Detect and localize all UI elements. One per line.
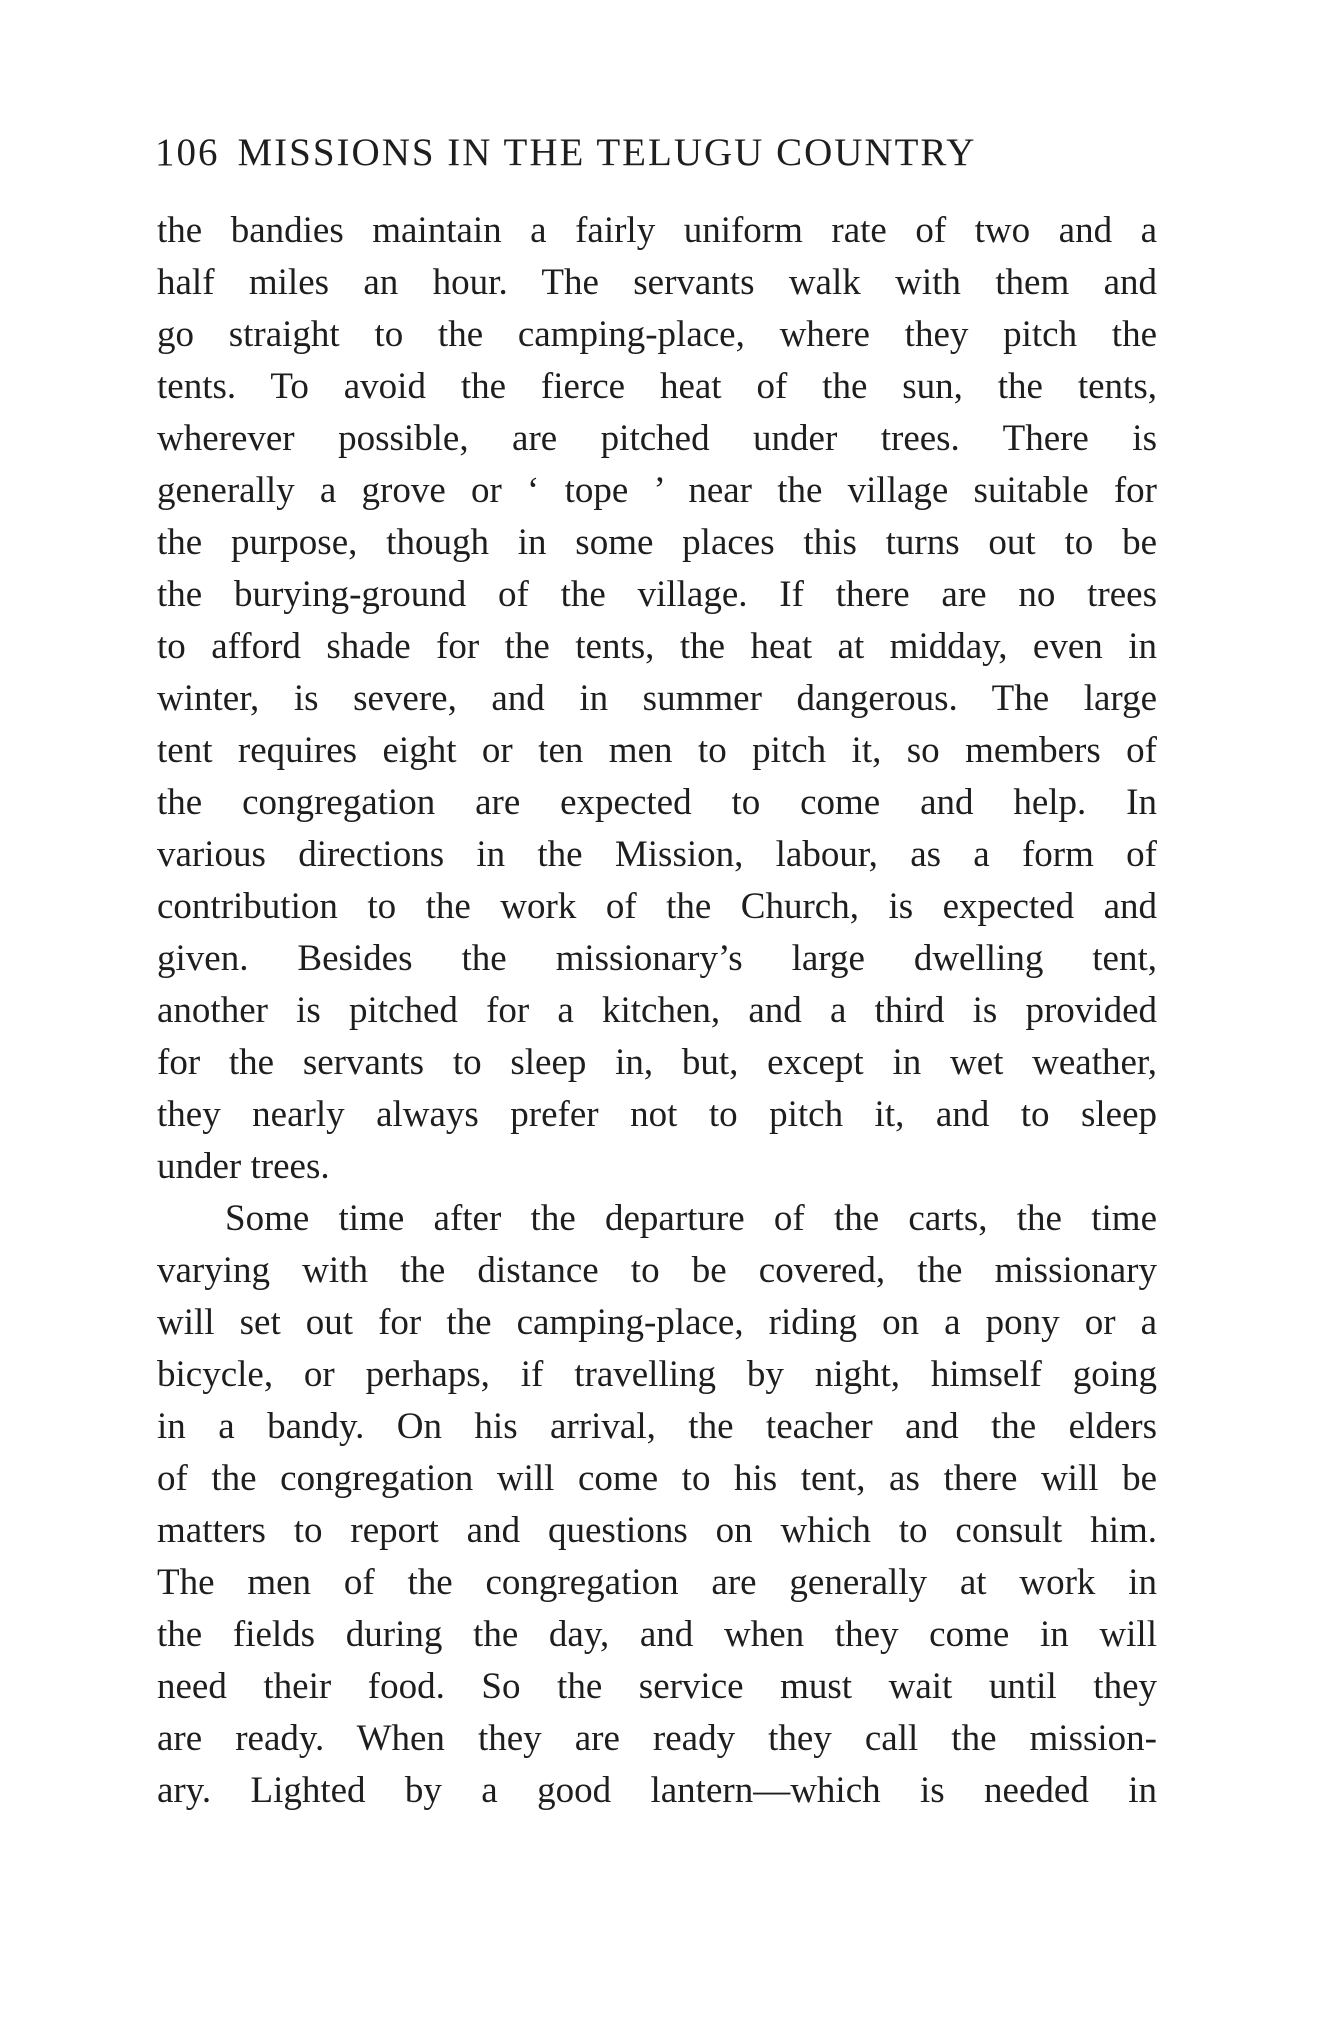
text-line: to afford shade for the tents, the heat at midday, even in [157,626,1157,667]
text-line: they nearly always prefer not to pitch it, and to sleep [157,1094,1157,1135]
running-title: MISSIONS IN THE TELUGU COUNTRY [237,131,977,174]
text-line: the fields during the day, and when they come in will [157,1614,1157,1655]
text-line: wherever possible, are pitched under trees. There is [157,418,1157,459]
text-line: the purpose, though in some places this turns out to be [157,522,1157,563]
text-line: ary. Lighted by a good lantern—which is needed in [157,1770,1157,1811]
text-line: various directions in the Mission, labour, as a form of [157,834,1157,875]
body-text [157,205,1157,1817]
text-line: are ready. When they are ready they call the mission- [157,1718,1157,1759]
text-line: in a bandy. On his arrival, the teacher and the elders [157,1406,1157,1447]
text-line: will set out for the camping-place, riding on a pony or a [157,1302,1157,1343]
text-line: half miles an hour. The servants walk with them and [157,262,1157,303]
text-line: contribution to the work of the Church, is expected and [157,886,1157,927]
text-line: another is pitched for a kitchen, and a third is provided [157,990,1157,1031]
text-line: matters to report and questions on which to consult him. [157,1510,1157,1551]
text-line: the congregation are expected to come and help. In [157,782,1157,823]
text-line: The men of the congregation are generally at work in [157,1562,1157,1603]
text-line: the bandies maintain a fairly uniform rate of two and a [157,210,1157,251]
paragraph [157,1193,1157,1817]
text-line: Some time after the departure of the carts, the time [225,1198,1157,1239]
text-line: generally a grove or ‘ tope ’ near the village suitable for [157,470,1157,511]
text-line: need their food. So the service must wait until they [157,1666,1157,1707]
text-line: for the servants to sleep in, but, except in wet weather, [157,1042,1157,1083]
text-line: of the congregation will come to his tent, as there will be [157,1458,1157,1499]
text-line: given. Besides the missionary’s large dwelling tent, [157,938,1157,979]
text-line: tents. To avoid the fierce heat of the sun, the tents, [157,366,1157,407]
text-line: winter, is severe, and in summer dangerous. The large [157,678,1157,719]
text-line: under trees. [157,1146,330,1187]
text-line: the burying-ground of the village. If there are no trees [157,574,1157,615]
page-number: 106 [155,131,220,174]
text-line: bicycle, or perhaps, if travelling by night, himself going [157,1354,1157,1395]
paragraph [157,205,1157,1193]
running-head [155,130,1075,180]
text-line: varying with the distance to be covered, the missionary [157,1250,1157,1291]
text-line: go straight to the camping-place, where they pitch the [157,314,1157,355]
text-line: tent requires eight or ten men to pitch it, so members of [157,730,1157,771]
